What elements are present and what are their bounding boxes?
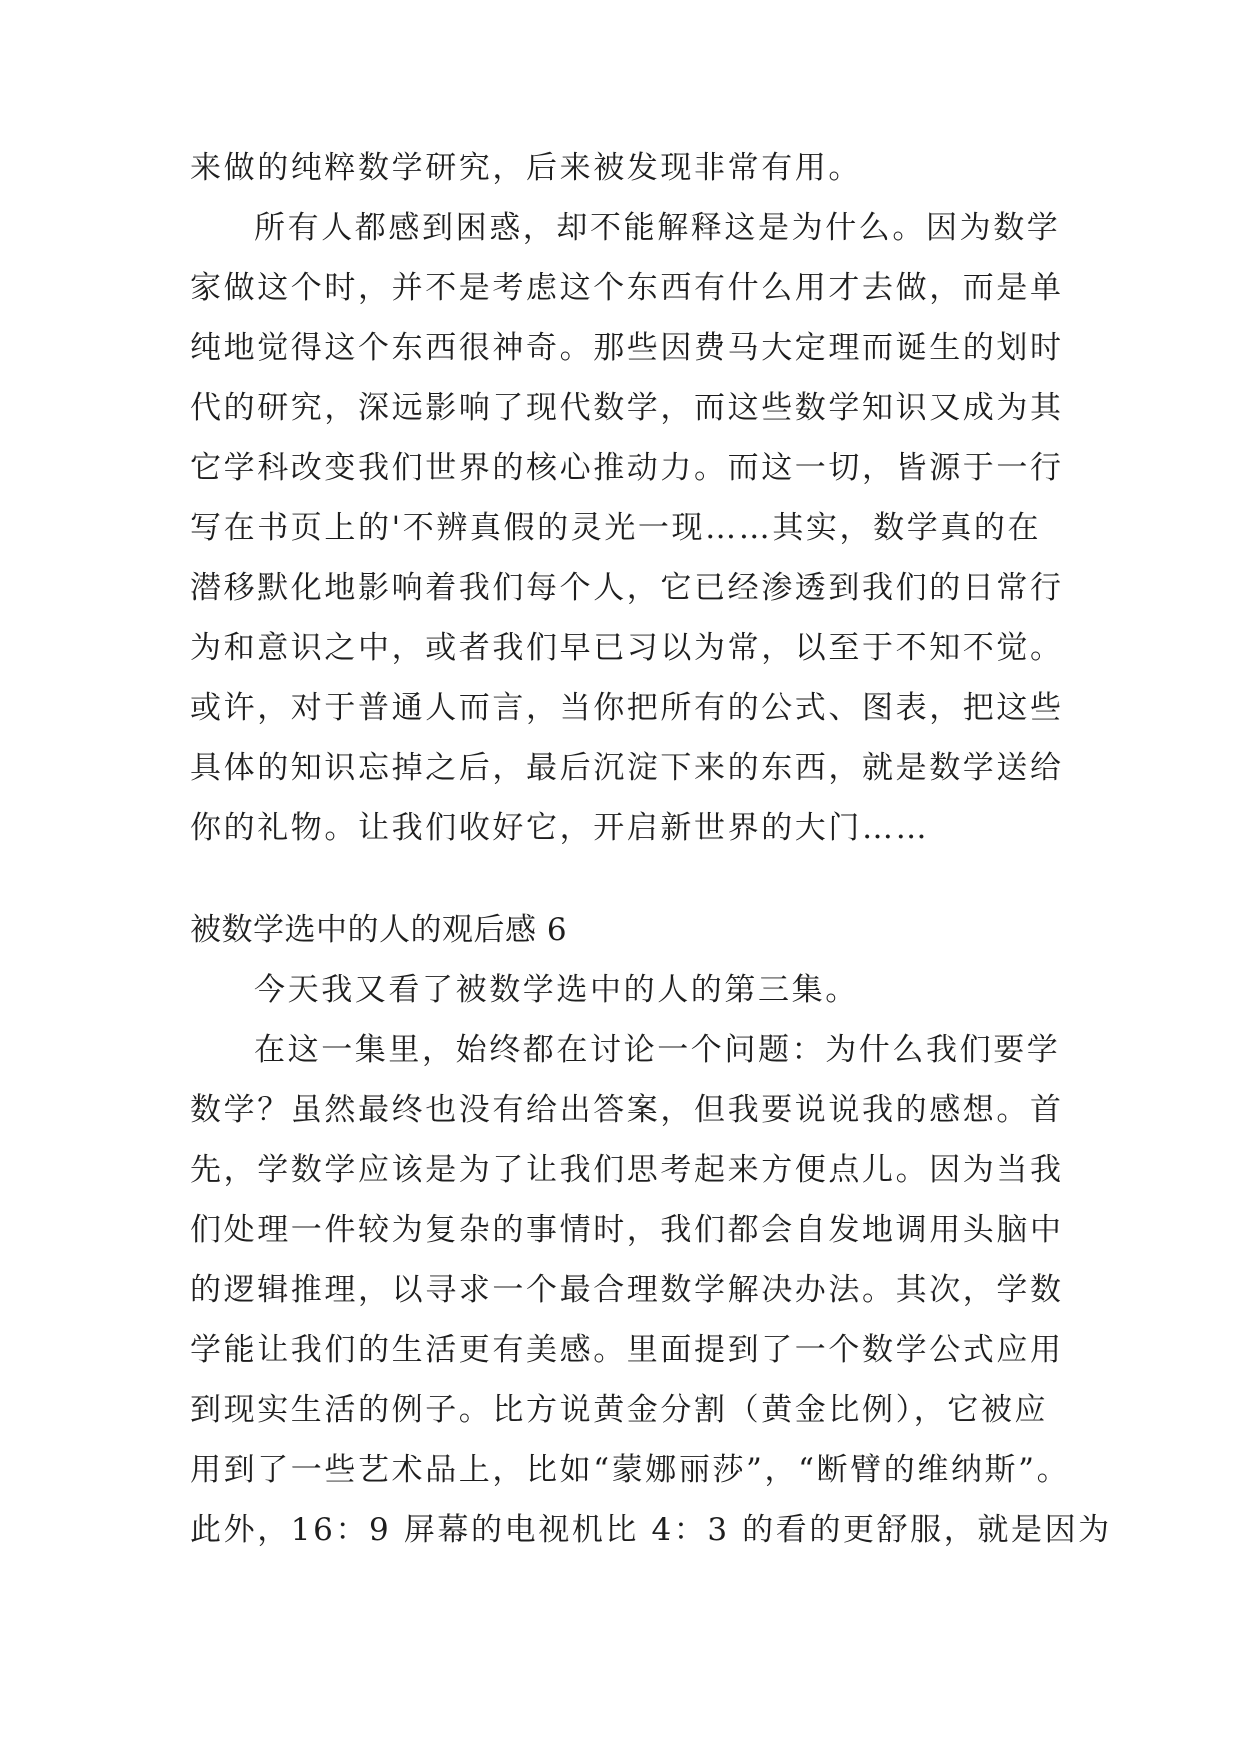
text-line: 学能让我们的生活更有美感。里面提到了一个数学公式应用 [190,1332,1064,1368]
text-line: 代的研究，深远影响了现代数学，而这些数学知识又成为其 [190,390,1064,426]
text-line: 纯地觉得这个东西很神奇。那些因费马大定理而诞生的划时 [190,330,1064,366]
text-line-continued: 来做的纯粹数学研究，后来被发现非常有用。 [190,150,862,186]
text-line: 所有人都感到困惑，却不能解释这是为什么。因为数学 [254,210,1061,246]
text-line: 家做这个时，并不是考虑这个东西有什么用才去做，而是单 [190,270,1064,306]
text-line: 或许，对于普通人而言，当你把所有的公式、图表，把这些 [190,690,1064,726]
section-heading: 被数学选中的人的观后感 6 [190,912,568,948]
text-line: 具体的知识忘掉之后，最后沉淀下来的东西，就是数学送给 [190,750,1064,786]
text-line: 用到了一些艺术品上，比如“蒙娜丽莎”，“断臂的维纳斯”。 [190,1452,1071,1488]
text-line: 潜移默化地影响着我们每个人，它已经渗透到我们的日常行 [190,570,1064,606]
text-line: 先，学数学应该是为了让我们思考起来方便点儿。因为当我 [190,1152,1064,1188]
text-line: 为和意识之中，或者我们早已习以为常，以至于不知不觉。 [190,630,1064,666]
text-line: 在这一集里，始终都在讨论一个问题：为什么我们要学 [254,1032,1061,1068]
text-line: 到现实生活的例子。比方说黄金分割（黄金比例），它被应 [190,1392,1049,1428]
text-line: 们处理一件较为复杂的事情时，我们都会自发地调用头脑中 [190,1212,1064,1248]
text-line: 数学？虽然最终也没有给出答案，但我要说说我的感想。首 [190,1092,1064,1128]
text-line: 它学科改变我们世界的核心推动力。而这一切，皆源于一行 [190,450,1064,486]
text-line: 你的礼物。让我们收好它，开启新世界的大门…… [190,810,930,846]
text-line: 此外，16：9 屏幕的电视机比 4：3 的看的更舒服，就是因为 [190,1512,1112,1548]
text-line: 写在书页上的'不辨真假的灵光一现……其实，数学真的在 [190,510,1042,546]
text-line: 的逻辑推理，以寻求一个最合理数学解决办法。其次，学数 [190,1272,1064,1308]
text-line: 今天我又看了被数学选中的人的第三集。 [254,972,859,1008]
